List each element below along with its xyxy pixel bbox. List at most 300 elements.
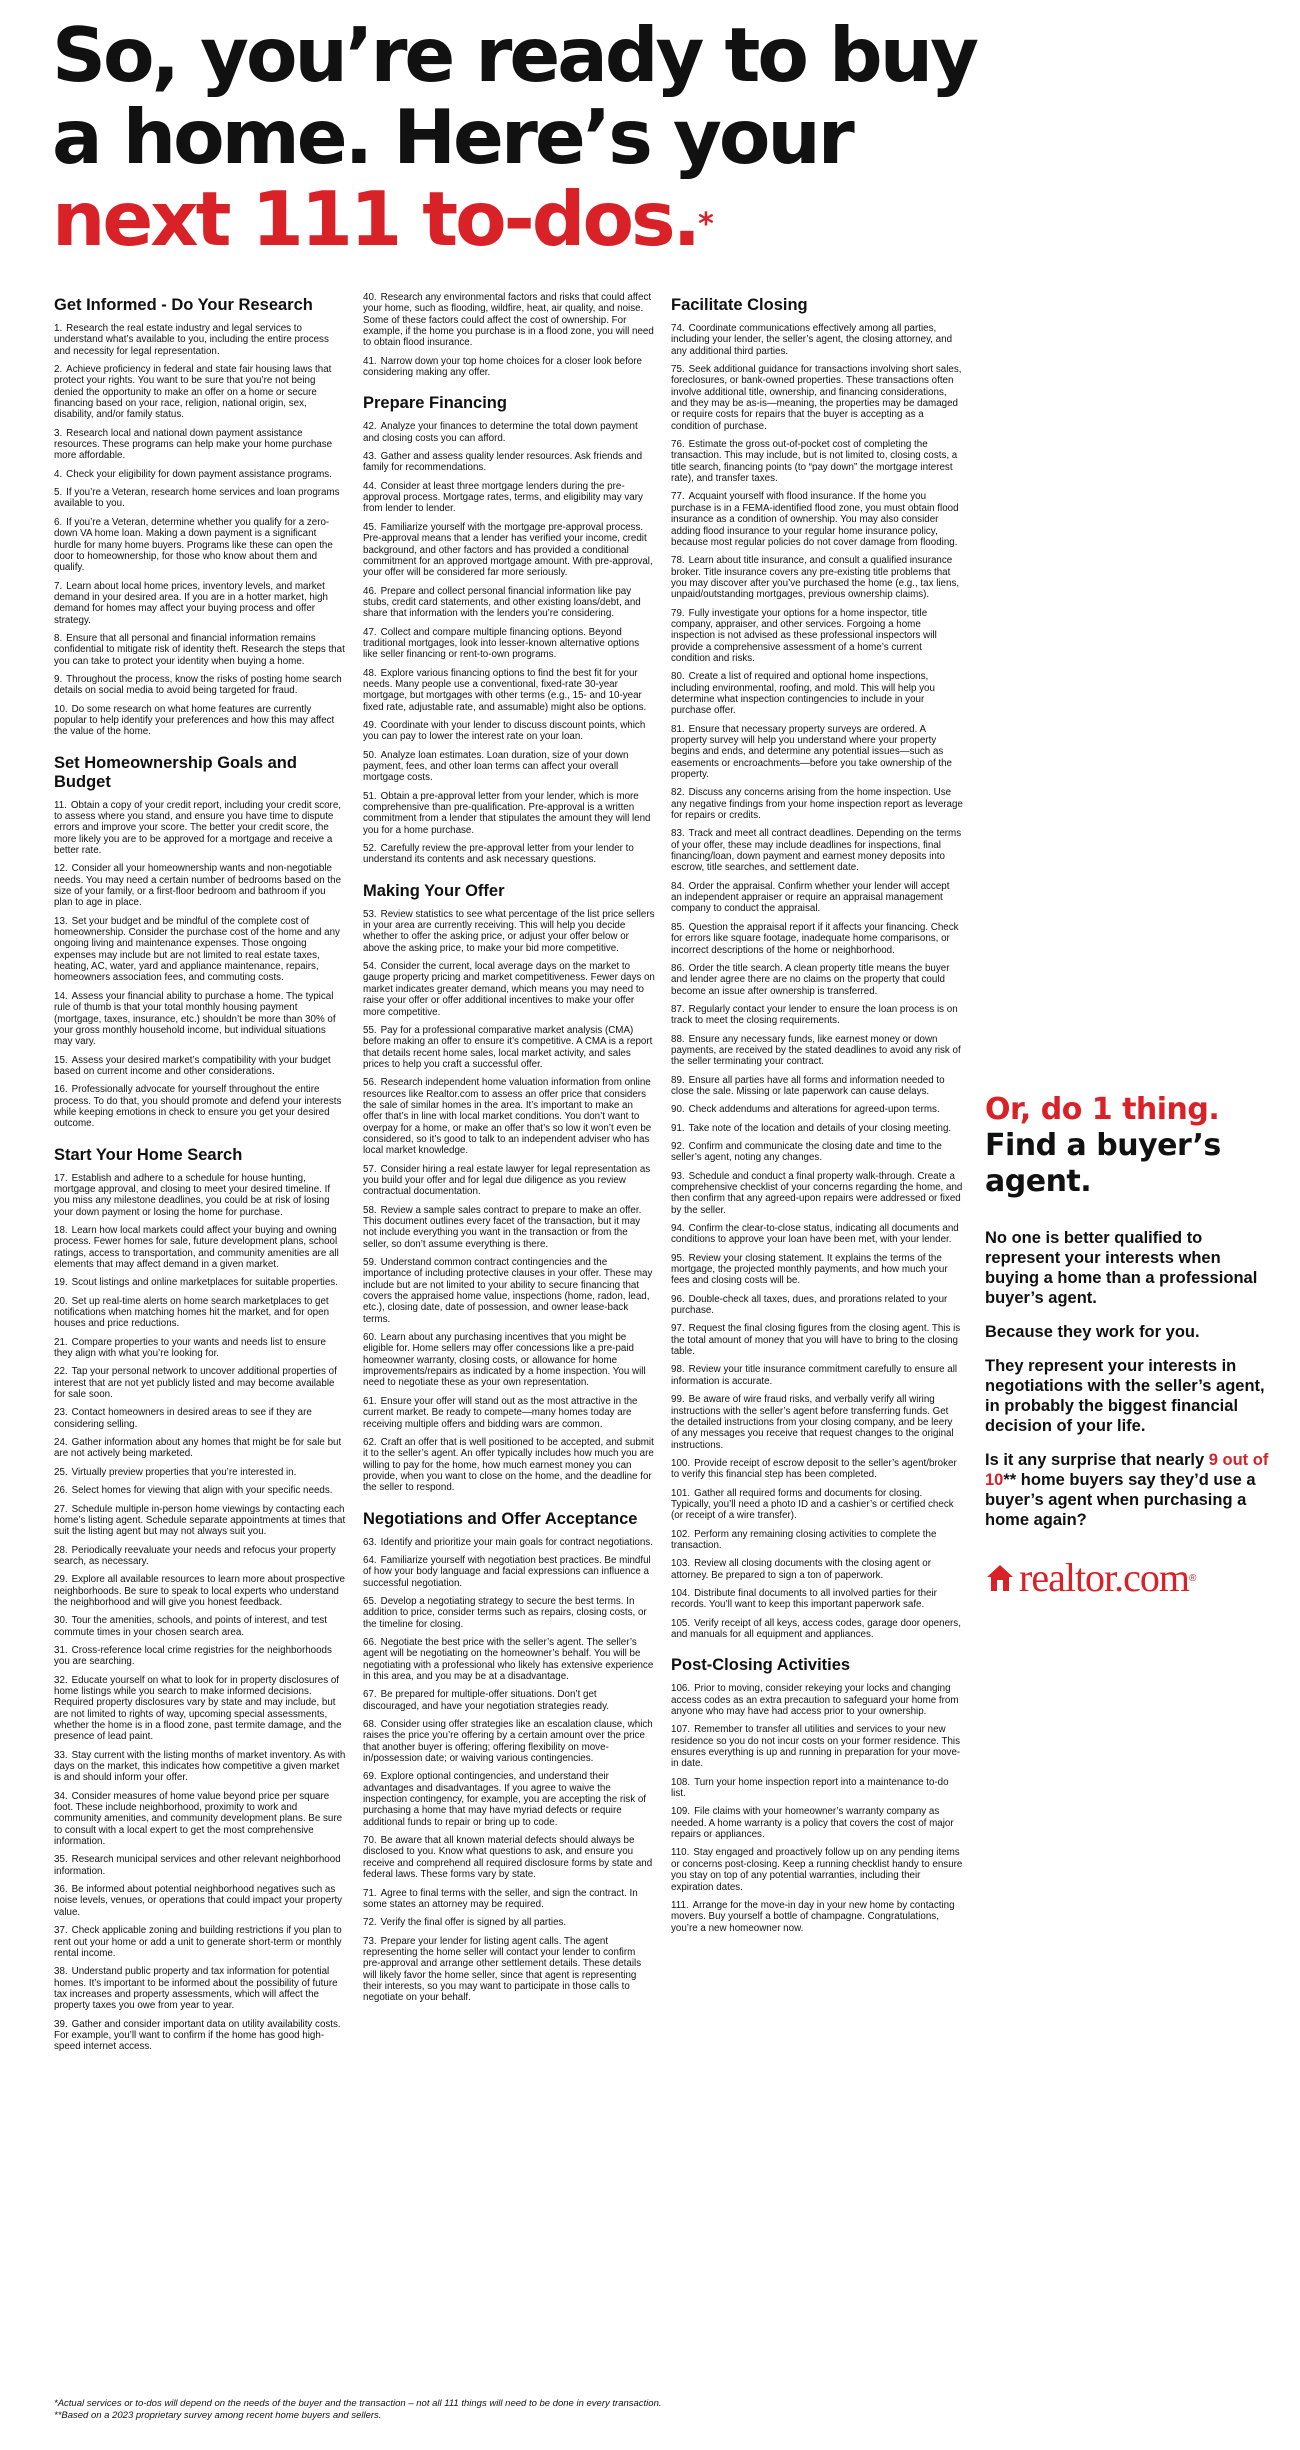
todo-number: 86. — [671, 962, 685, 974]
todo-text: Learn about title insurance, and consult a qualified insurance broker. Title insurance covers any pre-existing title problems that you may discover after you’ve purchased the home (e.g., tax liens, unpaid/outstanding mortgages, previous ownership claims). — [671, 555, 960, 601]
todo-item — [54, 1337, 346, 1360]
todo-item — [671, 1806, 963, 1840]
todo-text: Be informed about potential neighborhood negatives such as noise levels, venues, or operations that could impact your property value. — [54, 1884, 343, 1918]
todo-text: Remember to transfer all utilities and services to your new residence so you do not incur costs on your former residence. This ensures everything is up and running in preparation for your move-in date. — [671, 1724, 961, 1770]
todo-text: Gather information about any homes that might be for sale but are not actively being marketed. — [54, 1437, 342, 1460]
todo-number: 4. — [54, 468, 63, 480]
todo-text: Confirm the clear-to-close status, indicating all documents and conditions to approve your loan have been met, with your lender. — [671, 1223, 959, 1246]
todo-number: 44. — [363, 480, 377, 492]
todo-text: Consider the current, local average days on the market to gauge property pricing and market competitiveness. Fewer days on market indicates greater demand, which means you may need to raise your offer or offer additional incentives to make your offer more competitive. — [363, 961, 655, 1018]
todo-number: 46. — [363, 585, 377, 597]
todo-item — [363, 421, 655, 444]
todo-item — [54, 1407, 346, 1430]
todo-text: Establish and adhere to a schedule for house hunting, mortgage approval, and closing to meet your desired timeline. If you miss any milestone deadlines, you could be at risk of losing your down payment or losing the home for purchase. — [54, 1172, 331, 1218]
todo-item — [671, 1004, 963, 1027]
section-title: Making Your Offer — [363, 881, 505, 900]
todo-item — [54, 1437, 346, 1460]
todo-item — [363, 1077, 655, 1156]
todo-number: 100. — [671, 1457, 691, 1469]
todo-item — [671, 963, 963, 997]
todo-text: Gather and assess quality lender resources. Ask friends and family for recommendations. — [363, 451, 643, 474]
todo-item — [54, 1173, 346, 1218]
todo-text: Ensure any necessary funds, like earnest money or down payments, are received by the stated deadlines to avoid any risk of the seller terminating your contract. — [671, 1033, 961, 1068]
todo-text: Identify and prioritize your main goals for contract negotiations. — [380, 1536, 653, 1548]
todo-item — [54, 517, 346, 574]
todo-number: 16. — [54, 1084, 68, 1096]
todo-text: Consider all your homeownership wants and non-negotiable needs. You may need a certain number of bedrooms based on the size of your family, or a first-floor bedroom and bathroom if you plan to age in place. — [54, 863, 342, 909]
todo-item — [54, 704, 346, 738]
todo-text: File claims with your homeowner’s warranty company as needed. A home warranty is a policy that covers the cost of major repairs or appliances. — [671, 1806, 954, 1841]
todo-item — [671, 1034, 963, 1068]
todo-text: Analyze loan estimates. Loan duration, size of your down payment, fees, and other loan terms can affect your overall mortgage costs. — [363, 749, 629, 784]
todo-item — [671, 671, 963, 716]
todo-item — [54, 800, 346, 857]
todo-number: 74. — [671, 323, 685, 334]
todo-number: 81. — [671, 723, 685, 735]
todo-item — [671, 1253, 963, 1287]
todo-number: 99. — [671, 1394, 685, 1406]
todo-text: Consider at least three mortgage lenders during the pre-approval process. Mortgage rates, terms, and eligibility may vary from lender to lender. — [363, 480, 643, 515]
todo-item — [671, 1364, 963, 1387]
todo-text: Stay engaged and proactively follow up on any pending items or concerns post-closing. Keep a running checklist handy to ensure you stay on top of any potential warranties, including their expiration dates. — [671, 1847, 963, 1893]
todo-number: 41. — [363, 355, 377, 367]
todo-item — [671, 1458, 963, 1481]
todo-text: Familiarize yourself with negotiation best practices. Be mindful of how your body language and facial expressions can influence a successful negotiation. — [363, 1554, 651, 1589]
todo-text: Explore optional contingencies, and understand their advantages and disadvantages. If you agree to waive the inspection contingency, for example, you are accepting the risk of purchasing a home that may have myriad defects or require additional funds to repair or bring up to code. — [363, 1771, 646, 1828]
todo-item — [671, 1724, 963, 1769]
todo-text: Agree to final terms with the seller, and sign the contract. In some states an attorney may be required. — [363, 1887, 638, 1910]
todo-number: 26. — [54, 1485, 68, 1497]
todo-text: Achieve proficiency in federal and state fair housing laws that protect your rights. You want to be sure that you’re not being denied the opportunity to make an offer on a home or secure financing based on your race, religion, national origin, sex, disability, and/or family status. — [54, 364, 332, 421]
todo-number: 68. — [363, 1719, 377, 1731]
todo-number: 107. — [671, 1724, 691, 1736]
todo-text: Distribute final documents to all involved parties for their records. You’ll want to keep this important paperwork safe. — [671, 1587, 937, 1611]
todo-item — [363, 1396, 655, 1430]
todo-item — [363, 1888, 655, 1911]
todo-number: 85. — [671, 921, 685, 933]
footnotes — [54, 2398, 954, 2422]
headline — [52, 11, 1012, 263]
realtor-logo — [985, 1555, 1270, 1600]
todo-text: Be aware that all known material defects should always be disclosed to you. Know what questions to ask, and ensure you receive and comprehend all required disclosure forms by state and federal laws. These forms vary by state. — [363, 1835, 653, 1881]
todo-number: 79. — [671, 607, 685, 619]
house-icon — [985, 1563, 1015, 1593]
buyers-agent-callout — [985, 1092, 1270, 1598]
todo-text: If you’re a Veteran, determine whether you qualify for a zero-down VA home loan. Making a down payment is a significant hurdle for many home buyers. Programs like these can open the door to homeownership, for those who know about them and qualify. — [54, 516, 333, 574]
todo-text: Periodically reevaluate your needs and refocus your property search, as necessary. — [54, 1544, 336, 1567]
todo-text: Regularly contact your lender to ensure the loan process is on track to meet the closing requirements. — [671, 1003, 958, 1027]
todo-text: Ensure all parties have all forms and information needed to close the sale. Missing or late paperwork can cause delays. — [671, 1074, 945, 1097]
todo-number: 10. — [54, 703, 68, 715]
todo-item — [54, 1485, 346, 1496]
todo-text: Pay for a professional comparative market analysis (CMA) before making an offer to ensure it’s competitive. A CMA is a report that details recent home sales, local market activity, and sales prices to help you craft a successful offer. — [363, 1024, 653, 1070]
todo-text: Turn your home inspection report into a maintenance to-do list. — [671, 1776, 949, 1800]
section-title: Post-Closing Activities — [671, 1656, 851, 1675]
todo-text: Collect and compare multiple financing options. Beyond traditional mortgages, look into lesser-known alternative options like seller financing or rent-to-own programs. — [363, 626, 640, 661]
todo-number: 12. — [54, 863, 68, 875]
todo-text: Tour the amenities, schools, and points of interest, and test commute times in your chosen search area. — [54, 1615, 328, 1638]
todo-text: Create a list of required and optional home inspections, including environmental, roofing, and mold. This will help you determine what inspection contingencies to include in your purchase offer. — [671, 671, 935, 717]
todo-number: 96. — [671, 1293, 685, 1305]
todo-text: Educate yourself on what to look for in property disclosures of home listings while you search to make informed decisions. Required property disclosures vary by state and may include, but are not limited to rights of way, upcoming special assessments, whether the home is in a flood zone, past termite damage, and the presence of lead paint. — [54, 1674, 342, 1743]
todo-text: Research local and national down payment assistance resources. These programs can help make your home purchase more affordable. — [54, 427, 333, 462]
callout-subtitle: Find a buyer’s agent. — [985, 1128, 1221, 1199]
todo-text: Ensure that all personal and financial information remains confidential to mitigate risk of identity theft. Research the steps that you can take to protect your identity when buying a home. — [54, 632, 345, 667]
todo-text: Acquaint yourself with flood insurance. If the home you purchase is in a FEMA-identified flood zone, you must obtain flood insurance as a condition of ownership. You may also consider adding flood insurance to your regular home insurance policy, because most regular policies do not cover damage from flooding. — [671, 491, 959, 548]
todo-number: 52. — [363, 843, 377, 855]
todo-item — [671, 922, 963, 956]
todo-item — [363, 843, 655, 866]
todo-text: Stay current with the listing months of market inventory. As with days on the market, this indicates how competitive a given market is and should inform your offer. — [54, 1749, 346, 1784]
todo-text: Review statistics to see what percentage of the list price sellers in your area are currently receiving. This will help you decide whether to offer the asking price, or adjust your offer below or above the asking price, to make your bid more competitive. — [363, 908, 655, 954]
todo-item — [671, 439, 963, 484]
todo-text: Professionally advocate for yourself throughout the entire process. To do that, you should promote and defend your interests while keeping emotions in check to ensure you get your desired outcome. — [54, 1084, 342, 1130]
section-title: Negotiations and Offer Acceptance — [363, 1509, 638, 1528]
todo-item — [54, 1791, 346, 1848]
todo-text: Research municipal services and other relevant neighborhood information. — [54, 1854, 341, 1877]
todo-item — [54, 428, 346, 462]
todo-number: 37. — [54, 1925, 68, 1937]
todo-number: 61. — [363, 1395, 377, 1407]
todo-item — [363, 1555, 655, 1589]
section-title: Set Homeownership Goals and Budget — [54, 753, 297, 791]
todo-item — [363, 356, 655, 379]
todo-number: 78. — [671, 555, 685, 567]
todo-text: Understand common contract contingencies and the importance of including protective clauses in your offer. These may include but are not limited to your ability to secure financing that covers the appraised home value, inspections (home, radon, lead, etc.), closing date, date of possession, and owner lease-back terms. — [363, 1257, 653, 1325]
todo-text: Coordinate with your lender to discuss discount points, which you can pay to lower the interest rate on your loan. — [363, 719, 646, 743]
todo-text: Craft an offer that is well positioned to be accepted, and submit it to the seller’s agent. An offer typically includes how much you are willing to pay for the home, how much earnest money you can provide, when you want to close on the home, and the deadline for the seller to respond. — [363, 1436, 654, 1494]
todo-text: Consider hiring a real estate lawyer for legal representation as you build your offer and for legal due diligence as you review contractual documentation. — [363, 1163, 651, 1198]
todo-item — [54, 1645, 346, 1668]
todo-text: Discuss any concerns arising from the home inspection. Use any negative findings from your home inspection report as leverage for repairs or credits. — [671, 787, 963, 822]
todo-text: Consider using offer strategies like an escalation clause, which raises the price you’re offering by a certain amount over the price that another buyer is offering; offering flexibility on move-in/possession date; or waiving various contingencies. — [363, 1719, 653, 1765]
todo-text: Review your title insurance commitment carefully to ensure all information is accurate. — [671, 1364, 958, 1387]
todo-item — [54, 323, 346, 357]
todo-number: 103. — [671, 1558, 691, 1570]
todo-number: 31. — [54, 1644, 68, 1656]
todo-item — [671, 1123, 963, 1134]
todo-item — [363, 627, 655, 661]
todo-number: 7. — [54, 580, 63, 592]
todo-item — [671, 608, 963, 665]
todo-text: Learn about any purchasing incentives that you might be eligible for. Home sellers may offer concessions like a pre-paid homeowner warranty, closing costs, or allowance for home improvements/repairs as indicated by a home inspection. You will need to negotiate these as your own representation. — [363, 1332, 646, 1389]
todo-text: Do some research on what home features are currently popular to help identify your preferences and how this may affect the value of the home. — [54, 703, 335, 738]
todo-item — [363, 1637, 655, 1682]
todo-item — [671, 1141, 963, 1164]
todo-item — [363, 1835, 655, 1880]
todo-text: Familiarize yourself with the mortgage pre-approval process. Pre-approval means that a lender has verified your income, credit background, and other factors and has provided a conditional commitment for an approved mortgage amount. With pre-approval, your offer will be considered far more seriously. — [363, 521, 653, 579]
todo-text: Explore all available resources to learn more about prospective neighborhoods. Be sure to speak to local experts who understand the neighborhood and will give you honest feedback. — [54, 1574, 345, 1608]
todo-number: 73. — [363, 1935, 377, 1947]
todo-number: 14. — [54, 990, 68, 1002]
todo-text: Verify the final offer is signed by all parties. — [380, 1917, 567, 1929]
todo-text: Order the appraisal. Confirm whether your lender will accept an independent appraiser or require an appraisal management company to conduct the appraisal. — [671, 880, 950, 915]
todo-item — [363, 750, 655, 784]
todo-number: 91. — [671, 1122, 685, 1134]
todo-text: Check applicable zoning and building restrictions if you plan to rent out your home or add a unit to generate short-term or monthly rental income. — [54, 1925, 342, 1959]
todo-item — [363, 791, 655, 836]
todo-item — [671, 1683, 963, 1717]
section-title: Get Informed - Do Your Research — [54, 296, 313, 314]
todo-text: Narrow down your top home choices for a closer look before considering making any offer. — [363, 355, 643, 379]
todo-number: 58. — [363, 1204, 377, 1216]
todo-text: Review your closing statement. It explains the terms of the mortgage, the projected monthly payments, and how much your fees and closing costs will be. — [671, 1252, 948, 1287]
todo-number: 62. — [363, 1436, 377, 1448]
todo-text: Take note of the location and details of your closing meeting. — [688, 1122, 952, 1134]
todo-item — [363, 522, 655, 579]
todo-item — [54, 1055, 346, 1078]
todo-text: Gather and consider important data on utility availability costs. For example, you’ll want to confirm if the home has good high-speed internet access. — [54, 2018, 341, 2053]
todo-number: 27. — [54, 1503, 68, 1515]
todo-text: Throughout the process, know the risks of posting home search details on social media to avoid being targeted for fraud. — [54, 673, 342, 697]
todo-number: 71. — [363, 1887, 377, 1899]
todo-item — [54, 633, 346, 667]
todo-item — [671, 1171, 963, 1216]
callout-paragraph-2: Because they work for you. — [985, 1323, 1200, 1341]
todo-text: Learn about local home prices, inventory levels, and market demand in your desired area. If you are in a hotter market, high demand for homes may affect your buying process and offer strategy. — [54, 580, 328, 626]
todo-item — [54, 1504, 346, 1538]
todo-item — [54, 1966, 346, 2011]
todo-number: 95. — [671, 1252, 685, 1264]
todo-item — [671, 881, 963, 915]
todo-item — [363, 1719, 655, 1764]
todo-number: 110. — [671, 1847, 690, 1859]
section-title: Start Your Home Search — [54, 1145, 243, 1164]
headline-line-3-text: next 111 to-dos. — [52, 175, 699, 263]
todo-number: 72. — [363, 1917, 377, 1929]
logo-registered-mark: ® — [1189, 1572, 1197, 1584]
todo-item — [671, 1323, 963, 1357]
todo-text: Provide receipt of escrow deposit to the seller’s agent/broker to verify this financial step has been completed. — [671, 1457, 957, 1481]
todo-item — [54, 1925, 346, 1959]
todo-number: 92. — [671, 1140, 685, 1152]
todo-item — [363, 1332, 655, 1389]
todo-item — [363, 1025, 655, 1070]
todo-text: Negotiate the best price with the seller’s agent. The seller’s agent will be negotiating on the homeowner’s behalf. You will be negotiating with a professional who likely has extensive experience in this area, and you may be at a disadvantage. — [363, 1636, 654, 1682]
callout-title: Or, do 1 thing. — [985, 1092, 1220, 1127]
todo-item — [671, 1777, 963, 1800]
todo-number: 24. — [54, 1437, 68, 1449]
todo-item — [363, 909, 655, 954]
todo-item — [54, 991, 346, 1048]
todo-item — [671, 1588, 963, 1611]
todo-text: Check your eligibility for down payment assistance programs. — [66, 468, 332, 480]
todo-item — [671, 1529, 963, 1552]
todo-text: Scout listings and online marketplaces for suitable properties. — [71, 1277, 338, 1289]
todo-text: Research any environmental factors and risks that could affect your home, such as flooding, wildfire, heat, air quality, and noise. Some of these factors could affect the cost of ownership. For example, if the home you purchase is in a flood zone, you will need to obtain flood insurance. — [363, 292, 654, 349]
todo-number: 40. — [363, 292, 377, 303]
todo-number: 70. — [363, 1835, 377, 1847]
todo-text: Request the final closing figures from the closing agent. This is the total amount of money that you will have to bring to the closing table. — [671, 1323, 961, 1358]
todo-text: Learn how local markets could affect your buying and owning process. Fewer homes for sale, future development plans, school ratings, access to transportation, and community amenities are all elements that may affect demand in a given market. — [54, 1224, 339, 1270]
todo-text: Seek additional guidance for transactions involving short sales, foreclosures, or bank-owned properties. These transactions often involve additional title, ownership, and financing considerations, and they may be as-is—meaning, the properties may be damaged or require costs for repairs that the buyer is accepting as a condition of purchase. — [671, 364, 962, 432]
todo-number: 30. — [54, 1615, 68, 1627]
todo-number: 13. — [54, 915, 68, 927]
todo-item — [671, 1394, 963, 1451]
todo-text: Review all closing documents with the closing agent or attorney. Be prepared to sign a ton of paperwork. — [671, 1558, 931, 1581]
todo-text: Cross-reference local crime registries for the neighborhoods you are searching. — [54, 1644, 332, 1668]
todo-number: 23. — [54, 1407, 68, 1419]
todo-number: 45. — [363, 521, 377, 533]
todo-item — [54, 1084, 346, 1129]
todo-text: Tap your personal network to uncover additional properties of interest that are not yet publicly listed and may become available for sale soon. — [54, 1366, 337, 1401]
todo-number: 28. — [54, 1544, 68, 1556]
todo-text: Consider measures of home value beyond price per square foot. These include neighborhood, proximity to work and community amenities, and community development plans. Be sure to consult with a local expert to get the most comprehensive information. — [54, 1790, 343, 1848]
todo-number: 84. — [671, 880, 685, 892]
todo-number: 82. — [671, 787, 685, 799]
todo-number: 65. — [363, 1595, 377, 1607]
todo-item — [54, 1750, 346, 1784]
todo-item — [363, 292, 655, 349]
todo-text: Gather all required forms and documents for closing. Typically, you’ll need a photo ID and a cashier’s or certified check (or receipt of a wire transfer). — [671, 1487, 954, 1522]
todo-text: Review a sample sales contract to prepare to make an offer. This document outlines every facet of the transaction, but it may not include everything you want in the transaction or from the seller, so don’t assume everything is there. — [363, 1204, 642, 1250]
todo-text: Analyze your finances to determine the total down payment and closing costs you can afford. — [363, 421, 638, 444]
todo-text: Confirm and communicate the closing date and time to the seller’s agent, noting any changes. — [671, 1140, 942, 1164]
todo-text: Prepare and collect personal financial information like pay stubs, credit card statements, and other existing loans/debt, and share that information with the lenders you’re considering. — [363, 585, 641, 620]
todo-number: 11. — [54, 799, 67, 811]
todo-item — [363, 1164, 655, 1198]
todo-item — [54, 469, 346, 480]
todo-item — [363, 1205, 655, 1250]
todo-number: 43. — [363, 451, 377, 463]
todo-number: 77. — [671, 491, 685, 503]
todo-text: Set up real-time alerts on home search marketplaces to get notifications when matching homes hit the market, and for open houses and price reductions. — [54, 1295, 330, 1330]
todo-number: 94. — [671, 1223, 685, 1235]
todo-text: Be prepared for multiple-offer situations. Don’t get discouraged, and have your negotiation strategies ready. — [363, 1689, 609, 1712]
todo-number: 63. — [363, 1536, 377, 1548]
todo-item — [54, 863, 346, 908]
todo-item — [671, 364, 963, 432]
todo-text: Explore various financing options to find the best fit for your needs. Many people use a conventional, fixed-rate 30-year mortgage, but mortgages with other terms (e.g., 15- and 10-year fixed rate, adjustable rate, and assumable) might also be options. — [363, 667, 647, 713]
todo-number: 33. — [54, 1749, 68, 1761]
todo-item — [671, 828, 963, 873]
todo-item — [671, 1223, 963, 1246]
callout-p4-stat: 9 out of 10 — [985, 1451, 1269, 1489]
todo-item — [54, 1225, 346, 1270]
todo-item — [671, 555, 963, 600]
todo-item — [671, 1104, 963, 1115]
todo-text: Ensure that necessary property surveys are ordered. A property survey will help you understand where your property begins and ends, and determine any potential issues—such as easements or encroachments—before you take ownership of the property. — [671, 723, 953, 781]
todo-number: 6. — [54, 516, 63, 528]
todo-text: Contact homeowners in desired areas to see if they are considering selling. — [54, 1407, 312, 1430]
callout-p4-after: ** home buyers say they’d use a buyer’s agent when purchasing a home again? — [985, 1471, 1256, 1529]
todo-number: 98. — [671, 1364, 685, 1376]
todo-item — [363, 1936, 655, 2004]
section-title: Prepare Financing — [363, 394, 507, 413]
todo-item — [54, 364, 346, 421]
todo-number: 64. — [363, 1554, 377, 1566]
todo-number: 109. — [671, 1806, 691, 1818]
todo-number: 17. — [54, 1172, 68, 1184]
todo-text: Be aware of wire fraud risks, and verbally verify all wiring instructions with the seller’s agent before transferring funds. Get the detailed instructions from your closing company, and be leery of any messages you receive that request changes to the original instructions. — [671, 1394, 954, 1451]
todo-number: 51. — [363, 790, 377, 802]
todo-item — [671, 1558, 963, 1581]
todo-item — [363, 586, 655, 620]
todo-number: 83. — [671, 828, 685, 840]
todo-number: 3. — [54, 427, 63, 439]
todo-item — [671, 1294, 963, 1317]
todo-item — [671, 787, 963, 821]
todo-number: 75. — [671, 364, 685, 376]
todo-number: 49. — [363, 719, 377, 731]
todo-number: 67. — [363, 1689, 377, 1701]
todo-text: Assess your financial ability to purchase a home. The typical rule of thumb is that your total monthly housing payment (mortgage, taxes, insurance, etc.) shouldn’t be more than 30% of your gross monthly household income, but individual situations may vary. — [54, 990, 336, 1048]
todo-number: 76. — [671, 439, 685, 451]
todo-text: Select homes for viewing that align with your specific needs. — [71, 1485, 333, 1497]
todo-item — [671, 323, 963, 357]
todo-text: Virtually preview properties that you’re interested in. — [71, 1466, 297, 1478]
todo-item — [671, 1075, 963, 1098]
todo-item — [54, 1467, 346, 1478]
todo-text: Question the appraisal report if it affects your financing. Check for errors like square footage, inadequate home comparisons, or incorrect descriptions of the home or neighborhood. — [671, 921, 959, 956]
todo-item — [363, 451, 655, 474]
todo-number: 90. — [671, 1104, 685, 1116]
todo-text: Schedule and conduct a final property walk-through. Create a comprehensive checklist of your concerns regarding the home, and then confirm that any agreed-upon repairs were addressed or fixed by the seller. — [671, 1170, 963, 1216]
todo-number: 88. — [671, 1033, 685, 1045]
todo-item — [363, 668, 655, 713]
headline-line-2: a home. Here’s your — [52, 93, 852, 181]
todo-number: 105. — [671, 1617, 691, 1629]
todo-item — [363, 1596, 655, 1630]
todo-item — [363, 1257, 655, 1325]
todo-number: 53. — [363, 908, 377, 920]
todo-number: 21. — [54, 1336, 68, 1348]
footnote-1: *Actual services or to-dos will depend on the needs of the buyer and the transaction – not all 111 things will need to be done in every transaction. — [54, 2398, 662, 2409]
todo-item — [54, 1296, 346, 1330]
column-1 — [54, 292, 346, 2060]
todo-number: 54. — [363, 961, 377, 973]
todo-item — [54, 916, 346, 984]
todo-text: Fully investigate your options for a home inspector, title company, appraiser, and other services. Forgoing a home inspection is not advised as these professional inspectors will provide a comprehensive assessment of a home’s current condition and risks. — [671, 607, 937, 664]
todo-number: 2. — [54, 364, 63, 376]
todo-number: 22. — [54, 1366, 68, 1378]
todo-number: 8. — [54, 632, 63, 644]
todo-item — [671, 1847, 963, 1892]
callout-paragraph-4 — [985, 1450, 1270, 1530]
todo-item — [363, 1689, 655, 1712]
footnote-2: **Based on a 2023 proprietary survey among recent home buyers and sellers. — [54, 2410, 382, 2421]
todo-text: Set your budget and be mindful of the complete cost of homeownership. Consider the purchase cost of the home and any ongoing living and maintenance expenses. Those ongoing expenses may include but are not limited to real estate taxes, heating, AC, water, yard and appliance maintenance, repairs, homeowners association fees, and commuting costs. — [54, 915, 340, 984]
callout-paragraph-1: No one is better qualified to represent your interests when buying a home than a professional buyer’s agent. — [985, 1229, 1258, 1307]
todo-text: Check addendums and alterations for agreed-upon terms. — [688, 1104, 940, 1116]
todo-text: Schedule multiple in-person home viewings by contacting each home’s listing agent. Schedule separate appointments at times that suit the listing agent but may not always suit you. — [54, 1503, 346, 1538]
todo-item — [363, 481, 655, 515]
todo-item — [671, 724, 963, 781]
todo-item — [54, 1545, 346, 1568]
todo-number: 34. — [54, 1790, 68, 1802]
todo-item — [54, 1277, 346, 1288]
todo-number: 93. — [671, 1170, 685, 1182]
todo-text: Verify receipt of all keys, access codes, garage door openers, and manuals for all equipment and appliances. — [671, 1617, 961, 1640]
todo-text: Carefully review the pre-approval letter from your lender to understand its contents and ask necessary questions. — [363, 843, 634, 866]
todo-item — [54, 674, 346, 697]
todo-text: Develop a negotiating strategy to secure the best terms. In addition to price, consider terms such as repairs, closing costs, or the timeline for closing. — [363, 1595, 647, 1630]
todo-text: Perform any remaining closing activities to complete the transaction. — [671, 1528, 937, 1551]
todo-text: Compare properties to your wants and needs list to ensure they align with what you’re looking for. — [54, 1336, 326, 1360]
todo-item — [54, 1574, 346, 1608]
todo-item — [54, 1366, 346, 1400]
todo-number: 57. — [363, 1163, 377, 1175]
todo-number: 60. — [363, 1332, 377, 1344]
todo-number: 89. — [671, 1074, 685, 1086]
todo-item — [363, 720, 655, 743]
todo-item — [671, 491, 963, 548]
headline-asterisk: * — [698, 207, 714, 242]
todo-item — [54, 2019, 346, 2053]
todo-item — [54, 1854, 346, 1877]
todo-number: 111. — [671, 1899, 689, 1911]
logo-wordmark: realtor.com — [1019, 1555, 1190, 1600]
